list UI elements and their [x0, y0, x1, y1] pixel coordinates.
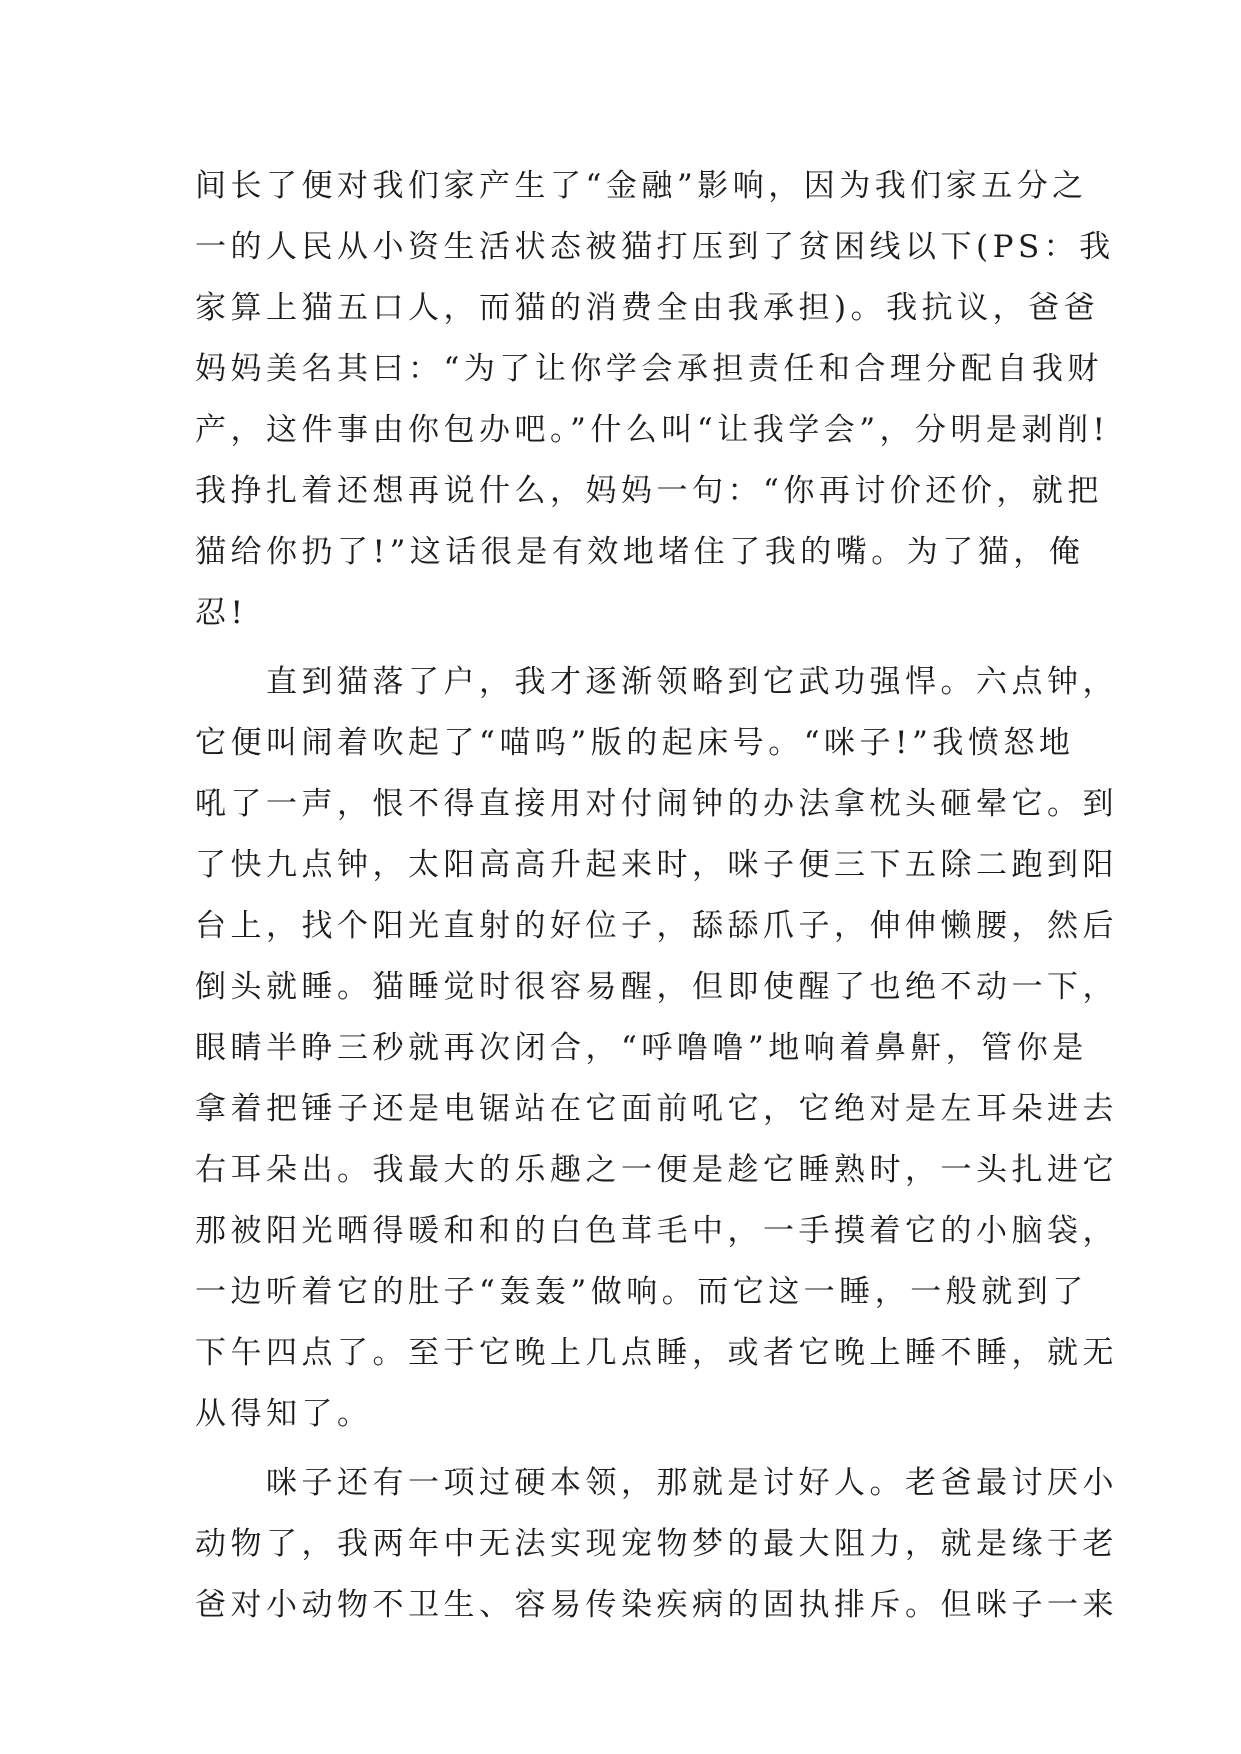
text-line: 一的人民从小资生活状态被猫打压到了贫困线以下(PS：我 — [195, 229, 1115, 265]
text-line: 从得知了。 — [195, 1396, 373, 1432]
text-line: 那被阳光晒得暖和和的白色茸毛中，一手摸着它的小脑袋， — [195, 1213, 1118, 1249]
text-line: 我挣扎着还想再说什么，妈妈一句：“你再讨价还价，就把 — [195, 473, 1103, 509]
text-line: 下午四点了。至于它晚上几点睡，或者它晚上睡不睡，就无 — [195, 1335, 1118, 1371]
text-line: 右耳朵出。我最大的乐趣之一便是趁它睡熟时，一头扎进它 — [195, 1152, 1118, 1188]
text-line: 了快九点钟，太阳高高升起来时，咪子便三下五除二跑到阳 — [195, 847, 1118, 883]
text-line: 产，这件事由你包办吧。”什么叫“让我学会”，分明是剥削! — [195, 412, 1110, 448]
text-line: 间长了便对我们家产生了“金融”影响，因为我们家五分之 — [195, 168, 1088, 204]
body-text — [195, 156, 1118, 1636]
text-line: 眼睛半睁三秒就再次闭合，“呼噜噜”地响着鼻鼾，管你是 — [195, 1030, 1088, 1066]
paragraph-spacer — [195, 1445, 1055, 1453]
text-line: 它便叫闹着吹起了“喵呜”版的起床号。“咪子!”我愤怒地 — [195, 725, 1075, 761]
text-line: 直到猫落了户，我才逐渐领略到它武功强悍。六点钟， — [195, 664, 1118, 700]
paragraph-spacer — [195, 644, 1055, 652]
text-line: 倒头就睡。猫睡觉时很容易醒，但即使醒了也绝不动一下， — [195, 969, 1118, 1005]
text-line: 家算上猫五口人，而猫的消费全由我承担)。我抗议，爸爸 — [195, 290, 1100, 326]
paragraph-3 — [195, 1453, 1118, 1636]
text-line: 猫给你扔了!”这话很是有效地堵住了我的嘴。为了猫，俺 — [195, 534, 1085, 570]
text-line: 一边听着它的肚子“轰轰”做响。而它这一睡，一般就到了 — [195, 1274, 1088, 1310]
paragraph-1 — [195, 156, 1115, 644]
text-line: 爸对小动物不卫生、容易传染疾病的固执排斥。但咪子一来 — [195, 1587, 1118, 1623]
paragraph-2 — [195, 652, 1118, 1445]
text-line: 拿着把锤子还是电锯站在它面前吼它，它绝对是左耳朵进去 — [195, 1091, 1118, 1127]
text-line: 忍! — [195, 595, 248, 631]
text-line: 妈妈美名其曰：“为了让你学会承担责任和合理分配自我财 — [195, 351, 1103, 387]
text-line: 咪子还有一项过硬本领，那就是讨好人。老爸最讨厌小 — [195, 1465, 1118, 1501]
text-line: 吼了一声，恨不得直接用对付闹钟的办法拿枕头砸晕它。到 — [195, 786, 1118, 822]
text-line: 台上，找个阳光直射的好位子，舔舔爪子，伸伸懒腰，然后 — [195, 908, 1118, 944]
text-line: 动物了，我两年中无法实现宠物梦的最大阻力，就是缘于老 — [195, 1526, 1118, 1562]
